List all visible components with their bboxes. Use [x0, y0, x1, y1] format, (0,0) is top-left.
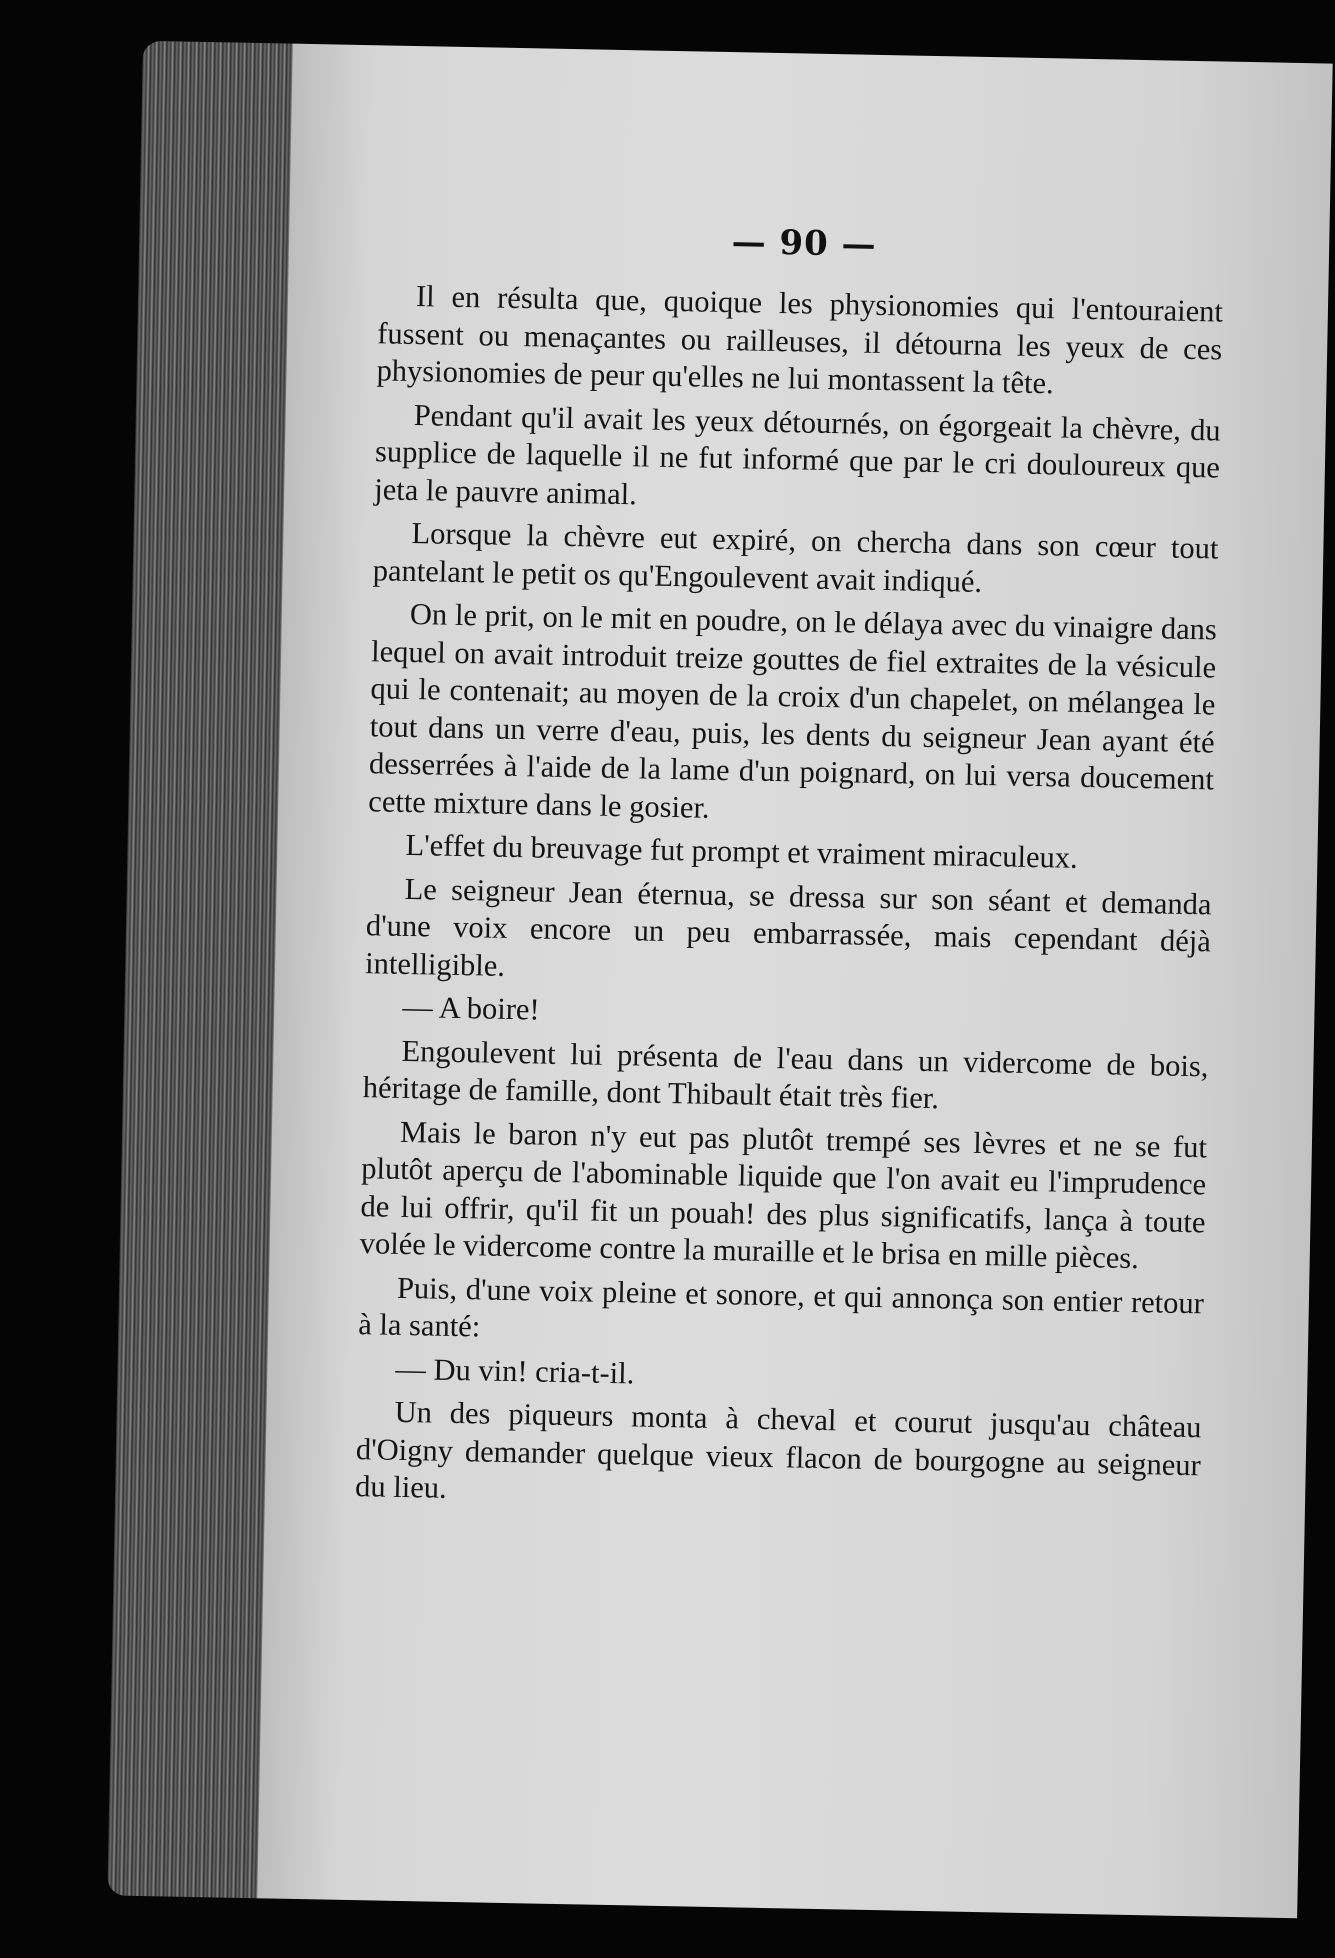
paragraph: Engoulevent lui présenta de l'eau dans un vidercome de bois, héritage de famille, dont Thibault était très fier.	[362, 1033, 1209, 1116]
paragraph: Il en résulta que, quoique les physionomies qui l'entouraient fussent ou menaçantes ou railleuses, il détourna les yeux de ces physionomies de peur qu'elles ne lui montassent la tête.	[376, 279, 1224, 401]
paragraph: On le prit, on le mit en poudre, on le délaya avec du vinaigre dans lequel on avait introduit treize gouttes de fiel extraites de la vésicule qui le contenait; au moyen de la croix d'un chapelet, on mélangea le tout dans un verre d'eau, puis, les dents du seigneur Jean ayant été desserrées à l'aide de la lame d'un poignard, on lui versa doucement cette mixture dans le gosier.	[368, 596, 1218, 825]
paragraph: Le seigneur Jean éternua, se dressa sur son séant et demanda d'une voix encore un peu embarrassée, mais cependant déjà intelligible.	[364, 871, 1212, 983]
page-number: — 90 —	[731, 222, 878, 265]
book-page	[107, 41, 1332, 1919]
paragraph: — Du vin! cria-t-il.	[395, 1351, 635, 1390]
paragraph: — A boire!	[402, 989, 540, 1027]
page-text	[355, 277, 1224, 1527]
paragraph: Un des piqueurs monta à cheval et courut jusqu'au château d'Oigny demander quelque vieux flacon de bourgogne au seigneur du lieu.	[354, 1394, 1202, 1505]
page-surface	[257, 44, 1332, 1919]
paragraph: Lorsque la chèvre eut expiré, on chercha dans son cœur tout pantelant le petit os qu'Engoulevent avait indiqué.	[372, 515, 1219, 599]
paragraph: Mais le baron n'y eut pas plutôt trempé ses lèvres et ne se fut plutôt aperçu de l'abominable liquide que l'on avait eu l'imprudence de lui offrir, qu'il fit un pouah! des plus significatifs, lança à toute volée le vidercome contre la muraille et le brisa en mille pièces.	[359, 1114, 1208, 1276]
paragraph: Puis, d'une voix pleine et sonore, et qui annonça son entier retour à la santé:	[357, 1270, 1205, 1344]
paragraph: L'effet du breuvage fut prompt et vraiment miraculeux.	[405, 827, 1079, 875]
paragraph: Pendant qu'il avait les yeux détournés, on égorgeait la chèvre, du supplice de laquelle il ne fut informé que par le cri douloureux que jeta le pauvre animal.	[374, 397, 1221, 511]
